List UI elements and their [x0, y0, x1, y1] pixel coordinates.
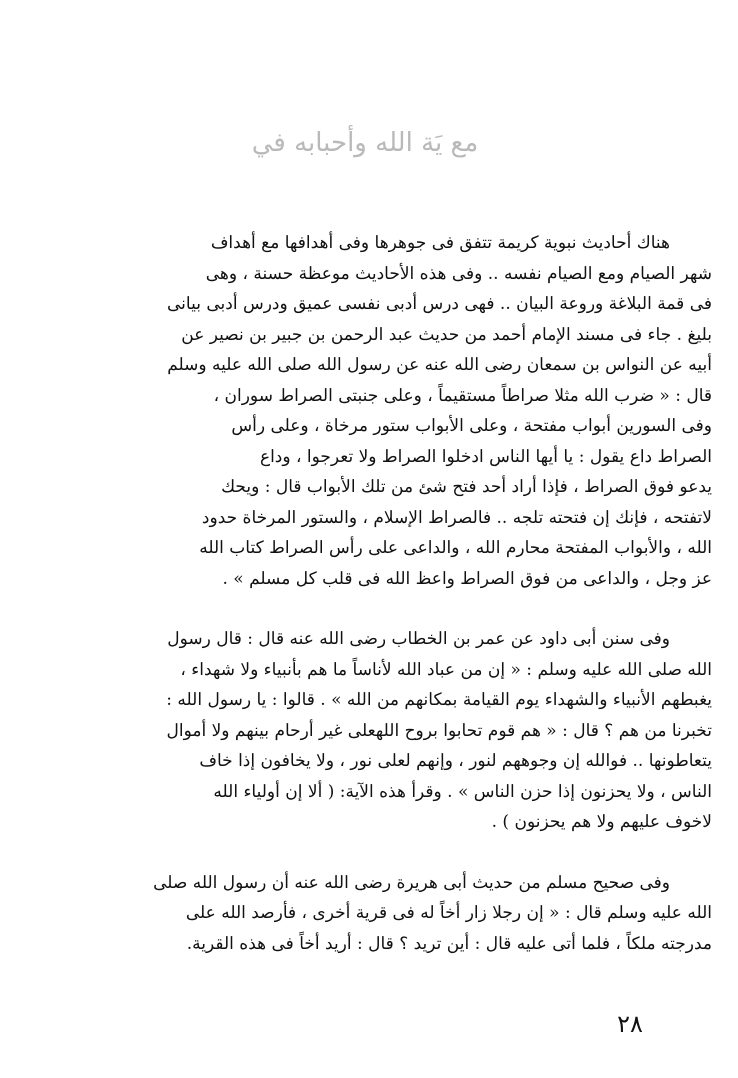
paragraph-3 — [84, 868, 712, 960]
text-line: عز وجل ، والداعى من فوق الصراط واعظ الله فى قلب كل مسلم » . — [222, 568, 712, 589]
text-line: تخبرنا من هم ؟ قال : « هم قوم تحابوا بروح اللهعلى غير أرحام بينهم ولا أموال — [166, 720, 712, 741]
text-line: قال : « ضرب الله مثلا صراطاً مستقيماً ، وعلى جنبتى الصراط سوران ، — [213, 385, 712, 406]
body-text — [84, 228, 712, 959]
text-line: شهر الصيام ومع الصيام نفسه .. وفى هذه الأحاديث موعظة حسنة ، وهى — [205, 263, 712, 284]
text-line: لاخوف عليهم ولا هم يحزنون ) . — [491, 812, 712, 832]
text-line: بليغ . جاء فى مسند الإمام أحمد من حديث عبد الرحمن بن جبير بن نصير عن — [181, 324, 712, 345]
paragraph-1 — [84, 228, 712, 594]
paragraph-2 — [84, 624, 712, 838]
paragraph-gap — [84, 838, 712, 868]
text-line: يتعاطونها .. فوالله إن وجوههم لنور ، وإنهم لعلى نور ، ولا يخافون إذا خاف — [199, 751, 712, 771]
text-line: الله صلى الله عليه وسلم : « إن من عباد الله لأناساً ما هم بأنبياء ولا شهداء ، — [180, 659, 712, 680]
page-number: ٢٨ — [617, 1010, 643, 1038]
text-line: الله عليه وسلم قال : « إن رجلا زار أخاً له فى قرية أخرى ، فأرصد الله على — [185, 903, 712, 923]
text-line: وفى السورين أبواب مفتحة ، وعلى الأبواب ستور مرخاة ، وعلى رأس — [231, 416, 712, 436]
paragraph-gap — [84, 594, 712, 624]
text-line: أبيه عن النواس بن سمعان رضى الله عنه عن رسول الله صلى الله عليه وسلم — [167, 355, 712, 375]
text-line: هناك أحاديث نبوية كريمة تتفق فى جوهرها وفى أهدافها مع أهداف — [210, 233, 670, 253]
text-line: الله ، والأبواب المفتحة محارم الله ، والداعى على رأس الصراط كتاب الله — [199, 538, 712, 558]
text-line: يغبطهم الأنبياء والشهداء يوم القيامة بمكانهم من الله » . قالوا : يا رسول الله : — [166, 690, 712, 710]
text-line: فى قمة البلاغة وروعة البيان .. فهى درس أدبى نفسى عميق ودرس أدبى بيانى — [167, 294, 712, 314]
text-line: الصراط داع يقول : يا أيها الناس ادخلوا الصراط ولا تعرجوا ، وداع — [259, 446, 712, 467]
text-line: لاتفتحه ، فإنك إن فتحته تلجه .. فالصراط الإسلام ، والستور المرخاة حدود — [201, 507, 712, 528]
text-line: وفى سنن أبى داود عن عمر بن الخطاب رضى الله عنه قال : قال رسول — [167, 629, 670, 649]
text-line: مدرجته ملكاً ، فلما أتى عليه قال : أين تريد ؟ قال : أريد أخاً فى هذه القرية. — [186, 933, 712, 954]
text-line: وفى صحيح مسلم من حديث أبى هريرة رضى الله عنه أن رسول الله صلى — [153, 872, 670, 893]
text-line: الناس ، ولا يحزنون إذا حزن الناس » . وقرأ هذه الآية: ( ألا إن أولياء الله — [213, 781, 712, 802]
chapter-heading: مع يَة الله وأحبابه في — [251, 128, 479, 158]
text-line: يدعو فوق الصراط ، فإذا أراد أحد فتح شئ من تلك الأبواب قال : ويحك — [221, 477, 712, 497]
